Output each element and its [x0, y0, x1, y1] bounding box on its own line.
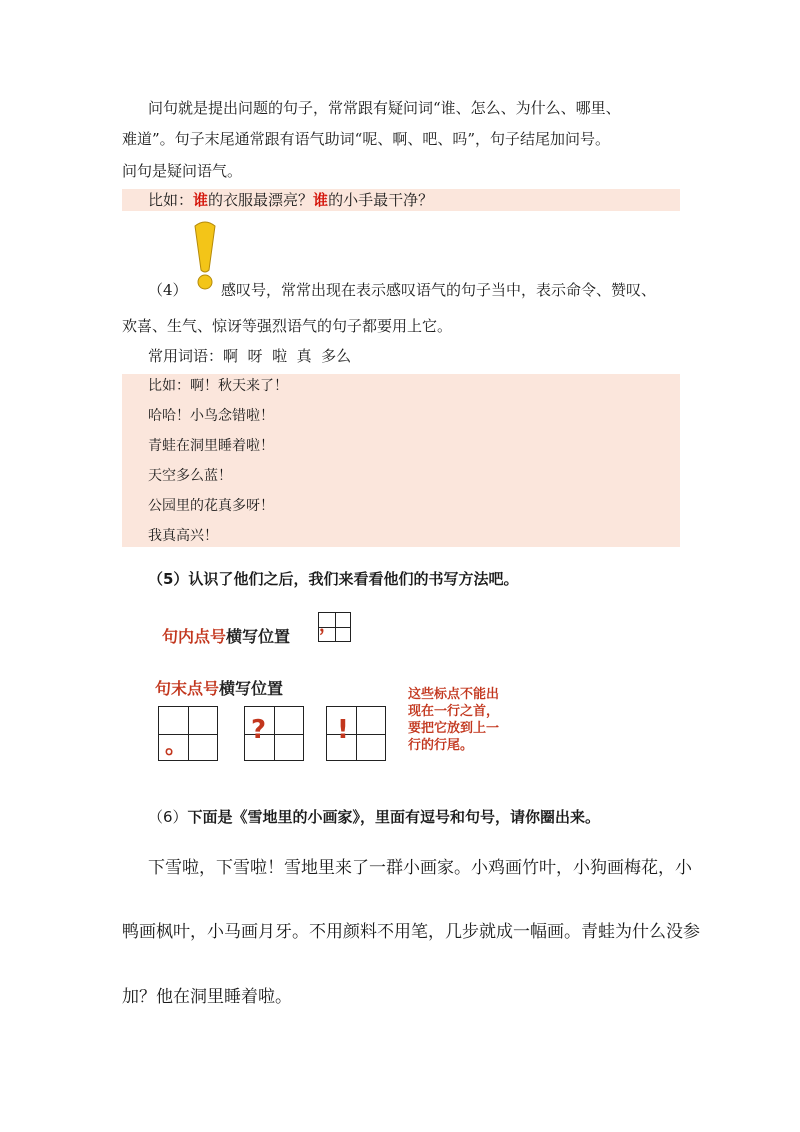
inner-label-black: 横写位置: [226, 627, 291, 646]
question-word-1: 谁: [193, 191, 209, 209]
example-item: 天空多么蓝！: [148, 468, 232, 484]
intro-line-3: 问句是疑问语气。: [122, 162, 243, 180]
exclamation-mark-grid: [326, 706, 386, 761]
exclamation-mark: !: [337, 715, 349, 745]
note-line: 这些标点不能出: [408, 687, 500, 702]
end-label-black: 横写位置: [219, 679, 284, 698]
example-item: 公园里的花真多呀！: [148, 498, 274, 514]
question-text-1: 的衣服最漂亮？: [208, 191, 314, 209]
section4-line-1: 感叹号，常常出现在表示感叹语气的句子当中，表示命令、赞叹、: [221, 281, 657, 299]
common-words: 常用词语：啊 呀 啦 真 多么: [148, 347, 352, 365]
inner-label-red: 句内点号: [162, 627, 227, 646]
end-label-red: 句末点号: [155, 679, 220, 698]
section4-line-2: 欢喜、生气、惊讶等强烈语气的句子都要用上它。: [122, 317, 453, 335]
example-item: 青蛙在洞里睡着啦！: [148, 438, 274, 454]
end-punctuation-label: [155, 676, 283, 699]
intro-line-1: 问句就是提出问题的句子，常常跟有疑问词“谁、怎么、为什么、哪里、: [148, 99, 621, 117]
punctuation-note: [408, 686, 528, 754]
exclamation-examples: [122, 374, 680, 547]
inner-mark: ，: [319, 615, 337, 636]
example-item: 哈哈！小鸟念错啦！: [148, 408, 274, 424]
note-line: 现在一行之首，: [408, 704, 500, 719]
period-mark: 。: [165, 734, 188, 759]
question-text-2: 的小手最干净？: [328, 191, 434, 209]
story-line-3: 加？他在洞里睡着啦。: [122, 987, 292, 1007]
inner-punctuation-label: [162, 624, 290, 647]
section6-title: 下面是《雪地里的小画家》，里面有逗号和句号，请你圈出来。: [187, 808, 601, 826]
story-line-1: 下雪啦，下雪啦！雪地里来了一群小画家。小鸡画竹叶，小狗画梅花，小: [148, 858, 692, 878]
note-line: 要把它放到上一: [408, 721, 500, 736]
exclamation-icon: [192, 220, 218, 290]
question-mark: ?: [251, 715, 267, 745]
period-grid: [158, 706, 218, 761]
question-example: [122, 189, 680, 211]
question-example-prefix: 比如：: [148, 191, 194, 209]
section6-number: （6）: [148, 808, 188, 826]
section6-heading: [148, 803, 600, 831]
inner-punctuation-grid: [318, 612, 351, 642]
example-item: 比如：啊！秋天来了！: [148, 378, 288, 394]
question-word-2: 谁: [313, 191, 329, 209]
note-line: 行的行尾。: [408, 738, 474, 753]
section4-number: （4）: [148, 281, 188, 299]
example-item: 我真高兴！: [148, 528, 218, 544]
story-line-2: 鸭画枫叶，小马画月牙。不用颜料不用笔，几步就成一幅画。青蛙为什么没参: [122, 922, 700, 942]
question-mark-grid: [244, 706, 304, 761]
section5-title: （5）认识了他们之后，我们来看看他们的书写方法吧。: [148, 570, 519, 588]
intro-line-2: 难道”。句子末尾通常跟有语气助词“呢、啊、吧、吗”，句子结尾加问号。: [122, 130, 611, 148]
